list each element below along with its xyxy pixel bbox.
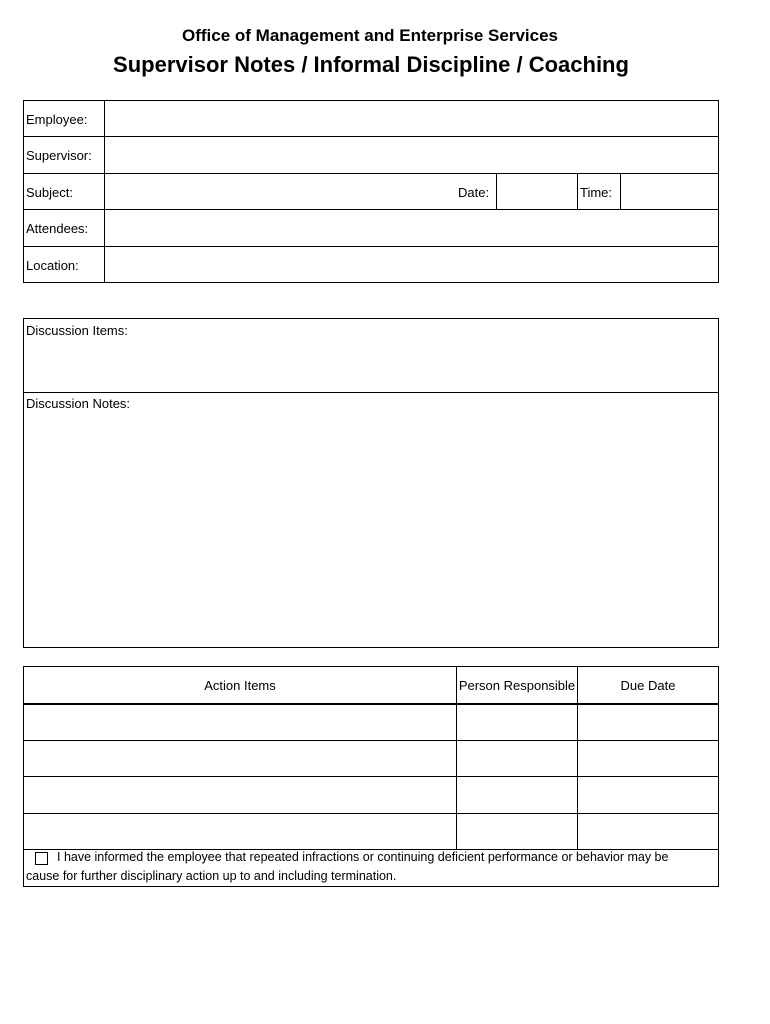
due-date-cell[interactable] [578,705,718,740]
due-date-cell[interactable] [578,814,718,849]
person-responsible-cell[interactable] [457,777,577,813]
due-date-header: Due Date [620,678,676,693]
action-items-header: Action Items [204,678,276,693]
discussion-notes-field[interactable] [24,413,718,647]
time-field[interactable] [621,174,718,209]
attendees-label: Attendees: [26,221,89,236]
action-item-cell[interactable] [24,741,456,776]
person-responsible-cell[interactable] [457,705,577,740]
discussion-box [23,318,719,648]
due-date-cell[interactable] [578,777,718,813]
supervisor-label: Supervisor: [26,148,92,163]
employee-field[interactable] [105,101,718,136]
attendees-field[interactable] [105,210,718,246]
org-title: Office of Management and Enterprise Services [181,26,558,45]
action-item-cell[interactable] [24,705,456,740]
action-item-cell[interactable] [24,777,456,813]
info-table [23,100,719,283]
due-date-cell[interactable] [578,741,718,776]
date-field[interactable] [497,174,577,209]
subject-label: Subject: [26,185,73,200]
discussion-items-label: Discussion Items: [26,323,128,338]
date-label: Date: [458,185,490,200]
employee-label: Employee: [26,112,88,127]
subject-field[interactable] [105,174,457,209]
supervisor-field[interactable] [105,137,718,173]
acknowledgement-line2: cause for further disciplinary action up to and including termination. [26,869,397,883]
person-responsible-cell[interactable] [457,814,577,849]
person-responsible-cell[interactable] [457,741,577,776]
person-responsible-header: Person Responsible [458,678,576,693]
discussion-items-field[interactable] [24,339,718,391]
location-label: Location: [26,258,79,273]
action-item-cell[interactable] [24,814,456,849]
location-field[interactable] [105,247,718,282]
form-title: Supervisor Notes / Informal Discipline / Coaching [113,52,629,77]
acknowledgement-checkbox[interactable] [35,852,48,865]
action-items-table [23,666,719,887]
time-label: Time: [580,185,613,200]
acknowledgement-line1: I have informed the employee that repeated infractions or continuing deficient performance or behavior may be [57,850,669,864]
discussion-notes-label: Discussion Notes: [26,396,131,411]
